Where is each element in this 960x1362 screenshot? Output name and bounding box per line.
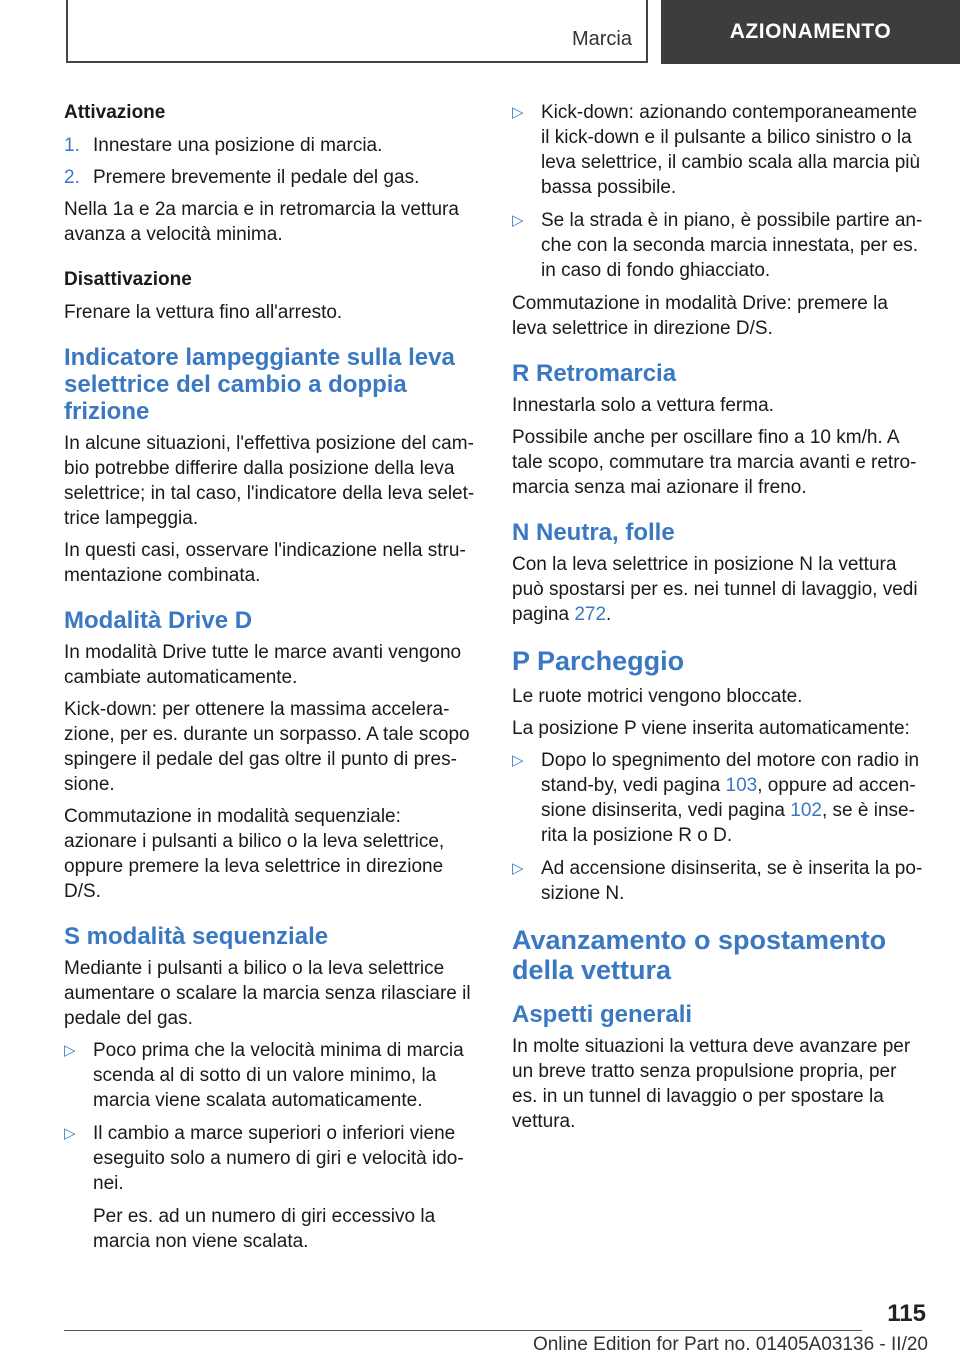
paragraph: Commutazione in modalità sequenziale: azionare i pulsanti a bilico o la leva selettrice, oppure premere la leva selettrice in direzione D/S. [64,806,445,902]
step-text: Premere brevemente il pedale del gas. [93,167,420,188]
header-section-title: Marcia [571,28,632,50]
page-number: 115 [887,1300,926,1327]
page-link-272[interactable]: 272 [574,604,607,625]
deactivation-title: Disattivazione [64,269,192,290]
sequential-mode-heading: S modalità sequenziale [64,923,329,950]
header-chapter-title: AZIONAMENTO [661,0,960,64]
step-number: 1. [64,135,80,156]
activation-note: Nella 1a e 2a marcia e in retromarcia la vettura avanza a velocità minima. [64,199,459,245]
step-number: 2. [64,167,80,188]
bullet-text: Poco prima che la velocità minima di marcia scenda al di sotto di un valore minimo, la marcia viene scalata automaticamente. [93,1040,464,1111]
list-item [512,100,926,200]
page-link-102[interactable]: 102 [790,800,822,821]
paragraph: In questi casi, osservare l'indicazione nella strumentazione combinata. [64,540,466,586]
general-aspects-heading: Aspetti generali [512,1001,693,1028]
paragraph: In modalità Drive tutte le marce avanti vengono cambiate automaticamente. [64,642,462,688]
text-run: , se è inserita la posizione R o D. [541,800,915,846]
text-run: Con la leva selettrice in posizione N la vettura può spostarsi per es. nei tunnel di lavaggio, vedi pagina [512,554,918,625]
park-heading: P Parcheggio [512,646,685,676]
list-item [64,165,476,190]
paragraph: In alcune situazioni, l'effettiva posizione del cambio potrebbe differire dalla posizione della leva selettrice; in tal caso, l'indicatore della leva selettrice lampeggia. [64,433,475,529]
paragraph: La posizione P viene inserita automaticamente: [512,718,910,739]
list-item [64,1121,476,1196]
triangle-bullet-icon: ▷ [512,860,524,877]
triangle-bullet-icon: ▷ [512,104,524,121]
header-section-box [66,0,648,63]
paragraph: Mediante i pulsanti a bilico o la leva selettrice aumentare o scalare la marcia senza rilasciare il pedale del gas. [64,958,471,1029]
text-run: . [606,604,612,625]
list-item [512,748,926,848]
bullet-text: Se la strada è in piano, è possibile partire anche con la seconda marcia innestata, per es. in caso di fondo ghiacciato. [541,210,923,281]
list-item [512,208,926,283]
paragraph: Le ruote motrici vengono bloccate. [512,686,803,707]
triangle-bullet-icon: ▷ [512,212,524,229]
paragraph: Possibile anche per oscillare fino a 10 km/h. A tale scopo, commutare tra marcia avanti e retromarcia senza mai azionare il freno. [512,427,917,498]
vehicle-movement-heading: Avanzamento o spostamento della vettura [512,925,887,985]
bullet-text: Il cambio a marce superiori o inferiori viene eseguito solo a numero di giri e velocità idonei. [93,1123,464,1194]
footer-divider [64,1330,862,1331]
paragraph: Commutazione in modalità Drive: premere la leva selettrice in direzione D/S. [512,293,888,339]
paragraph [512,552,926,627]
paragraph: Innestarla solo a vettura ferma. [512,395,774,416]
page-header [0,0,960,64]
step-text: Innestare una posizione di marcia. [93,135,383,156]
list-item [64,1038,476,1113]
right-column [512,100,926,1141]
reverse-heading: R Retromarcia [512,360,677,387]
text-run: , oppure ad accensione disinserita, vedi pagina [541,775,916,821]
bullet-text [541,748,926,848]
triangle-bullet-icon: ▷ [512,752,524,769]
text-run: Dopo lo spegnimento del motore con radio in stand-by, vedi pagina [541,750,920,796]
blink-indicator-heading: Indicatore lampeggiante sulla leva selettrice del cambio a doppia frizione [64,344,455,425]
bullet-continuation: Per es. ad un numero di giri eccessivo la marcia non viene scalata. [93,1206,436,1252]
triangle-bullet-icon: ▷ [64,1042,76,1059]
bullet-text: Ad accensione disinserita, se è inserita la posizione N. [541,858,923,904]
list-item [512,856,926,906]
paragraph: In molte situazioni la vettura deve avanzare per un breve tratto senza propulsione propria, per es. in un tunnel di lavaggio o per spostare la vettura. [512,1036,911,1132]
neutral-heading: N Neutra, folle [512,519,675,546]
paragraph: Kick-down: per ottenere la massima accelerazione, per es. durante un sorpasso. A tale scopo spingere il pedale del gas oltre il punto di pressione. [64,699,470,795]
activation-title: Attivazione [64,102,166,123]
triangle-bullet-icon: ▷ [64,1125,76,1142]
footer-text: Online Edition for Part no. 01405A03136 - II/20 [532,1334,928,1355]
bullet-text: Kick-down: azionando contemporaneamente il kick-down e il pulsante a bilico sinistro o la leva selettrice, il cambio scala alla marcia più bassa possibile. [541,102,921,198]
page-link-103[interactable]: 103 [725,775,758,796]
left-column [64,100,476,1261]
list-item [64,133,476,158]
deactivation-text: Frenare la vettura fino all'arresto. [64,302,343,323]
drive-mode-heading: Modalità Drive D [64,607,253,634]
